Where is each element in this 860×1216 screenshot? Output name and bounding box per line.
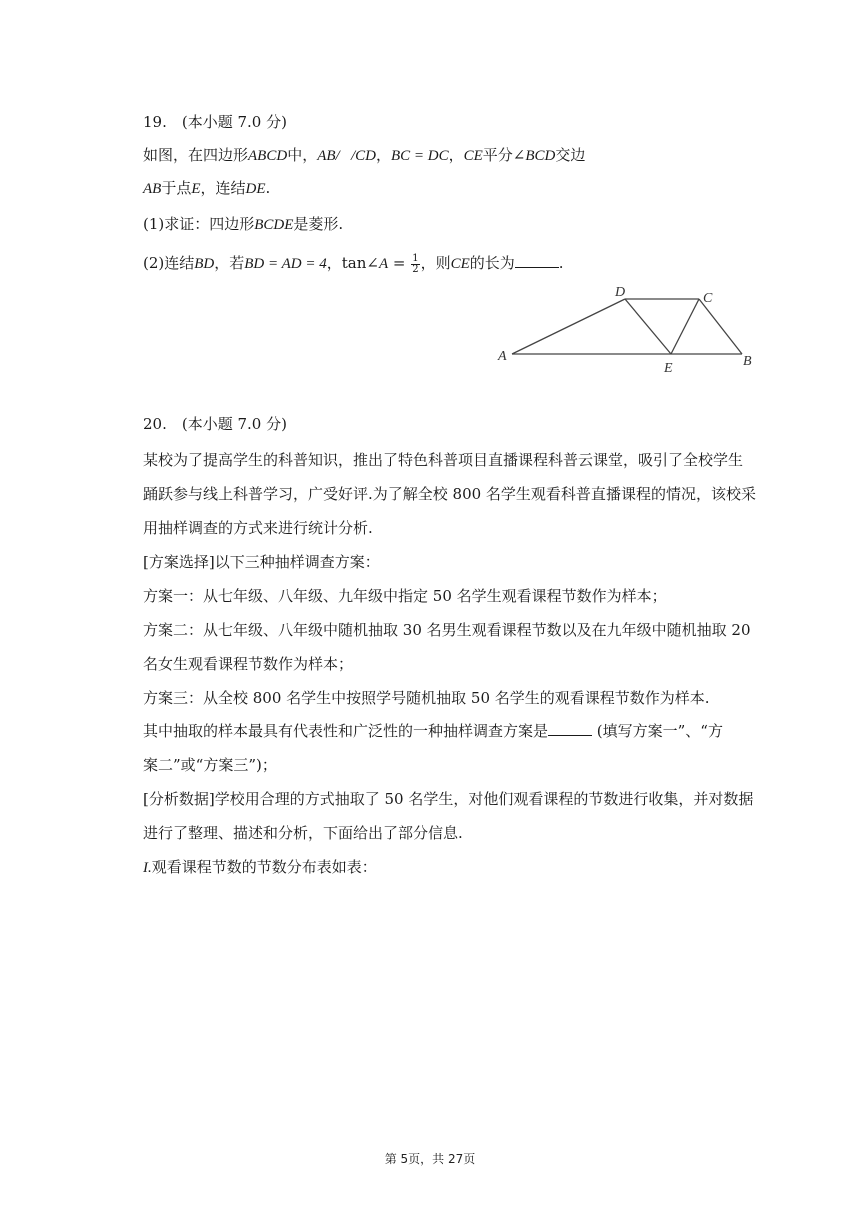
q20-option-3: 方案三：从全校 800 名学生中按照学号随机抽取 50 名学生的观看课程节数作为样本.: [143, 689, 710, 707]
q20-paragraph-line: 某校为了提高学生的科普知识，推出了特色科普项目直播课程科普云课堂，吸引了全校学生: [143, 451, 744, 469]
math: AB/ /CD: [317, 148, 376, 164]
text: 中，: [287, 146, 318, 164]
q20-option-2-cont: 名女生观看课程节数作为样本；: [143, 655, 354, 673]
page-footer: 第 5页，共 27页: [384, 1152, 476, 1166]
q19-stem-line2: [143, 178, 270, 199]
text: .: [558, 254, 564, 272]
text: ，则: [420, 254, 451, 272]
math: BCD: [525, 148, 556, 164]
q20-question-line: [143, 721, 723, 741]
label-B: B: [743, 354, 752, 369]
segment-AD: [512, 299, 625, 354]
math: E: [191, 181, 201, 197]
label-D: D: [615, 285, 626, 300]
q19-header: 19. (本小题 7.0 分): [143, 113, 287, 131]
q20-paragraph-line: 踊跃参与线上科普学习，广受好评.为了解全校 800 名学生观看科普直播课程的情况，该校采: [143, 485, 756, 503]
q20-section-heading: [方案选择]以下三种抽样调查方案：: [143, 553, 380, 571]
answer-blank: [548, 721, 592, 736]
math: CE: [450, 256, 470, 272]
q19-part2: [143, 253, 564, 275]
segment-CE: [671, 299, 699, 354]
text: ，tan∠: [326, 254, 379, 272]
q20-question-line-cont: 案二”或“方案三”)；: [143, 756, 277, 774]
q20-header: 20. (本小题 7.0 分): [143, 415, 287, 433]
text: (填写方案一”、“方: [592, 722, 723, 740]
answer-blank: [515, 253, 559, 268]
quadrilateral-figure: [495, 284, 760, 376]
q19-part1: [143, 214, 343, 235]
math: CE: [463, 148, 483, 164]
q19-stem-line1: [143, 145, 585, 166]
q20-option-1: 方案一：从七年级、八年级、九年级中指定 50 名学生观看课程节数作为样本；: [143, 587, 667, 605]
math: BD: [194, 256, 215, 272]
text: 交边: [555, 146, 586, 164]
text: 观看课程节数的节数分布表如表：: [151, 858, 377, 876]
fraction-denominator: 2: [412, 263, 419, 275]
label-C: C: [703, 291, 713, 306]
text: 其中抽取的样本最具有代表性和广泛性的一种抽样调查方案是: [143, 722, 549, 740]
math: AB: [143, 181, 162, 197]
label-A: A: [498, 349, 507, 364]
text: (2)连结: [143, 254, 195, 272]
q20-paragraph-line: 进行了整理、描述和分析，下面给出了部分信息.: [143, 824, 463, 842]
math: ABCD: [248, 148, 288, 164]
text: ，连结: [200, 179, 246, 197]
q20-section-heading: [分析数据]学校用合理的方式抽取了 50 名学生，对他们观看课程的节数进行收集，并对数据: [143, 790, 754, 808]
q20-option-2: 方案二：从七年级、八年级中随机抽取 30 名男生观看课程节数以及在九年级中随机抽取 20: [143, 621, 751, 639]
label-E: E: [664, 361, 673, 376]
fraction: [411, 254, 419, 275]
math: A: [378, 256, 389, 272]
text: 如图，在四边形: [143, 146, 249, 164]
math: BC = DC: [390, 148, 449, 164]
q20-paragraph-line: 用抽样调查的方式来进行统计分析.: [143, 519, 373, 537]
text: 的长为: [469, 254, 515, 272]
text: 平分∠: [482, 146, 526, 164]
math: BCDE: [254, 217, 294, 233]
segment-DE: [625, 299, 671, 354]
text: ，若: [214, 254, 245, 272]
text: (1)求证：四边形: [143, 215, 255, 233]
text: 是菱形.: [293, 215, 344, 233]
fraction-numerator: 1: [412, 252, 419, 264]
text: ，: [448, 146, 464, 164]
q20-subitem-1: [143, 857, 377, 878]
text: 于点: [161, 179, 192, 197]
segment-CB: [699, 299, 742, 354]
text: .: [265, 179, 271, 197]
text: ，: [375, 146, 391, 164]
math: I.: [143, 860, 152, 876]
math: BD = AD = 4: [244, 256, 327, 272]
text: =: [388, 254, 411, 272]
math: DE: [245, 181, 266, 197]
